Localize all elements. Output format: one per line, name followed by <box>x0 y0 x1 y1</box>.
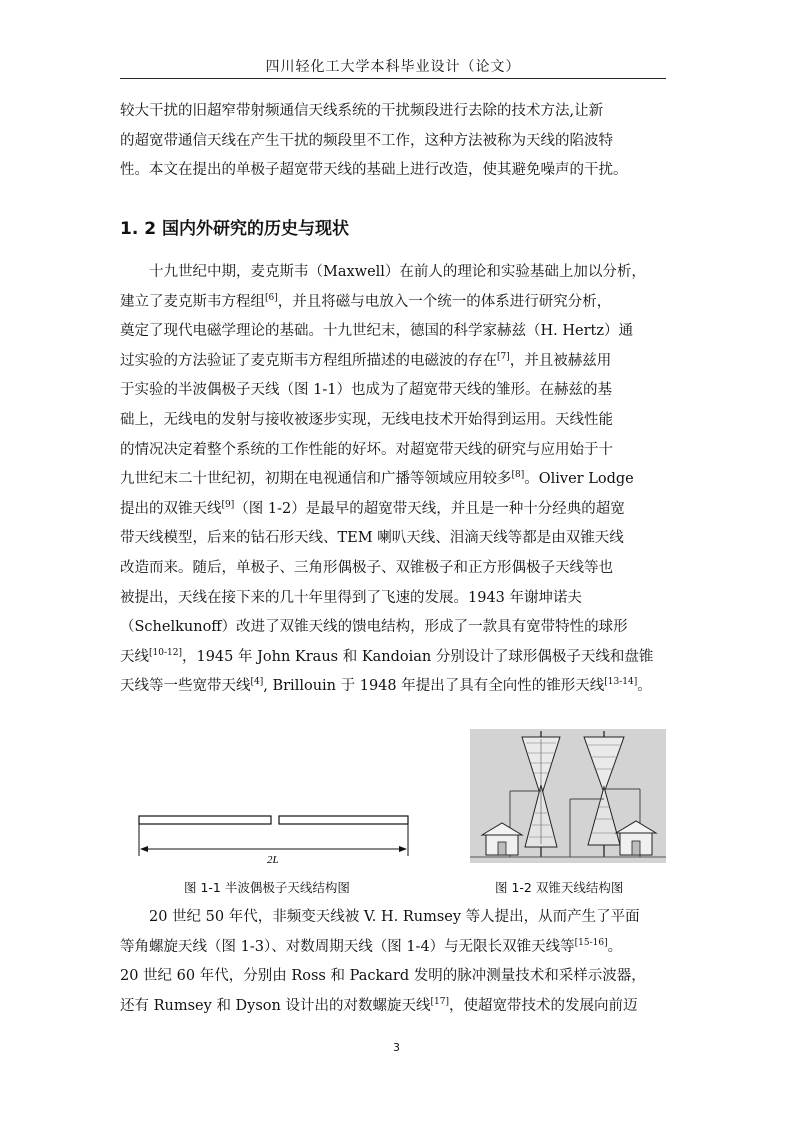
text-run: 提出的双锥天线 <box>120 500 222 517</box>
text-run: 础上，无线电的发射与接收被逐步实现，无线电技术开始得到运用。天线性能 <box>120 411 613 428</box>
text-run: ，并且将磁与电放入一个统一的体系进行研究分析， <box>277 293 612 310</box>
half-wave-dipole-figure <box>136 812 411 872</box>
text-run: 20 世纪 50 年代，非频变天线被 V. H. Rumsey 等人提出，从而产生了平面 <box>149 909 640 925</box>
text-line <box>120 962 666 992</box>
text-run: , Brillouin 于 1948 年提出了具有全向性的锥形天线 <box>263 678 605 695</box>
text-run: 带天线模型，后来的钻石形天线、TEM 喇叭天线、泪滴天线等都是由双锥天线 <box>120 530 624 547</box>
text-line <box>120 347 666 377</box>
citation: [10-12] <box>149 647 182 658</box>
after-paragraph <box>120 903 666 1021</box>
text-run: 被提出，天线在接下来的几十年里得到了飞速的发展。1943 年谢坤诺夫 <box>120 589 583 606</box>
text-line <box>120 465 666 495</box>
text-line <box>120 613 666 643</box>
text-run: ，使超宽带技术的发展向前迈 <box>448 997 638 1014</box>
text-run: 过实验的方法验证了麦克斯韦方程组所描述的电磁波的存在 <box>120 352 497 369</box>
text-line <box>120 992 666 1022</box>
text-run: 十九世纪中期，麦克斯韦（Maxwell）在前人的理论和实验基础上加以分析， <box>149 264 646 280</box>
text-line <box>120 288 666 318</box>
text-line <box>120 903 666 933</box>
text-run: （Schelkunoff）改进了双锥天线的馈电结构，形成了一款具有宽带特性的球形 <box>120 619 628 636</box>
text-line: 的超宽带通信天线在产生干扰的频段里不工作，这种方法被称为天线的陷波特 <box>120 132 613 149</box>
citation: [17] <box>430 996 449 1007</box>
text-run: ，1945 年 John Kraus 和 Kandoian 分别设计了球形偶极子天线和盘锥 <box>181 648 654 665</box>
text-line <box>120 584 666 614</box>
citation: [7] <box>497 351 510 362</box>
text-line <box>120 436 666 466</box>
text-line <box>120 406 666 436</box>
text-line <box>120 672 666 702</box>
text-line <box>120 554 666 584</box>
text-run: 。Oliver Lodge <box>524 471 634 488</box>
page-number: 3 <box>393 1041 400 1054</box>
intro-paragraph <box>120 97 666 186</box>
text-run: 天线 <box>120 648 149 665</box>
text-line <box>120 258 666 288</box>
text-run: 改造而来。随后，单极子、三角形偶极子、双锥极子和正方形偶极子天线等也 <box>120 559 613 576</box>
biconical-antenna-photo <box>470 729 666 863</box>
text-run: 九世纪末二十世纪初，初期在电视通信和广播等领域应用较多 <box>120 471 512 488</box>
text-line <box>120 495 666 525</box>
running-header: 四川轻化工大学本科毕业设计（论文） <box>265 59 521 75</box>
citation: [4] <box>250 677 264 688</box>
text-run: 还有 Rumsey 和 Dyson 设计出的对数螺旋天线 <box>120 997 431 1014</box>
text-line <box>120 524 666 554</box>
text-run: 天线等一些宽带天线 <box>120 678 251 695</box>
text-run: 奠定了现代电磁学理论的基础。十九世纪末，德国的科学家赫兹（H. Hertz）通 <box>120 323 633 340</box>
text-run: 等角螺旋天线（图 1-3）、对数周期天线（图 1-4）与无限长双锥天线等 <box>120 938 575 955</box>
text-run: 。 <box>607 938 623 955</box>
citation: [8] <box>511 470 525 481</box>
citation: [6] <box>265 292 278 303</box>
figure-1-2-caption: 图 1-2 双锥天线结构图 <box>495 880 624 895</box>
figure-1-1-caption: 图 1-1 半波偶极子天线结构图 <box>184 880 350 895</box>
text-line: 较大干扰的旧超窄带射频通信天线系统的干扰频段进行去除的技术方法,让新 <box>120 103 604 119</box>
text-line <box>120 376 666 406</box>
body-paragraph <box>120 258 666 702</box>
text-run: 建立了麦克斯韦方程组 <box>120 293 265 310</box>
text-run: 。 <box>637 678 652 695</box>
header-rule <box>120 78 666 79</box>
section-heading: 1. 2 国内外研究的历史与现状 <box>120 219 349 239</box>
citation: [9] <box>221 499 235 510</box>
text-run: 20 世纪 60 年代，分别由 Ross 和 Packard 发明的脉冲测量技术和采样示波器， <box>120 968 646 985</box>
text-run: 的情况决定着整个系统的工作性能的好坏。对超宽带天线的研究与应用始于十 <box>120 441 613 458</box>
text-run: 于实验的半波偶极子天线（图 1-1）也成为了超宽带天线的雏形。在赫兹的基 <box>120 382 612 399</box>
citation: [15-16] <box>574 937 608 948</box>
text-line <box>120 317 666 347</box>
citation: [13-14] <box>604 677 638 688</box>
text-line <box>120 643 666 673</box>
text-run: （图 1-2）是最早的超宽带天线，并且是一种十分经典的超宽 <box>234 500 625 517</box>
text-line <box>120 933 666 963</box>
text-line: 性。本文在提出的单极子超宽带天线的基础上进行改造，使其避免噪声的干扰。 <box>120 162 628 179</box>
dimension-label: 2L <box>267 854 279 866</box>
text-run: ，并且被赫兹用 <box>509 352 612 369</box>
